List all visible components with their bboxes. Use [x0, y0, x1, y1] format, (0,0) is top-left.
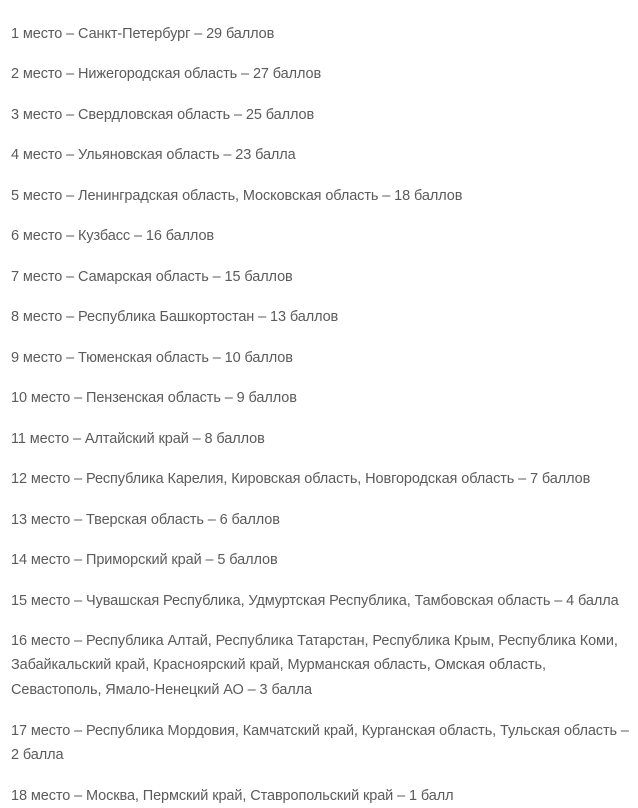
ranking-item-17: 17 место – Республика Мордовия, Камчатский край, Курганская область, Тульская область – 2 балла	[11, 719, 631, 768]
ranking-item-3: 3 место – Свердловская область – 25 баллов	[11, 103, 631, 128]
ranking-item-14: 14 место – Приморский край – 5 баллов	[11, 548, 631, 573]
ranking-item-11: 11 место – Алтайский край – 8 баллов	[11, 427, 631, 452]
ranking-item-6: 6 место – Кузбасс – 16 баллов	[11, 224, 631, 249]
ranking-item-5: 5 место – Ленинградская область, Московская область – 18 баллов	[11, 184, 631, 209]
ranking-item-12: 12 место – Республика Карелия, Кировская область, Новгородская область – 7 баллов	[11, 467, 631, 492]
ranking-item-9: 9 место – Тюменская область – 10 баллов	[11, 346, 631, 371]
ranking-item-7: 7 место – Самарская область – 15 баллов	[11, 265, 631, 290]
ranking-item-13: 13 место – Тверская область – 6 баллов	[11, 508, 631, 533]
ranking-item-10: 10 место – Пензенская область – 9 баллов	[11, 386, 631, 411]
ranking-item-4: 4 место – Ульяновская область – 23 балла	[11, 143, 631, 168]
ranking-item-1: 1 место – Санкт-Петербург – 29 баллов	[11, 22, 631, 47]
ranking-item-18: 18 место – Москва, Пермский край, Ставропольский край – 1 балл	[11, 784, 631, 808]
ranking-item-2: 2 место – Нижегородская область – 27 баллов	[11, 62, 631, 87]
ranking-item-15: 15 место – Чувашская Республика, Удмуртская Республика, Тамбовская область – 4 балла	[11, 589, 631, 614]
ranking-item-8: 8 место – Республика Башкортостан – 13 баллов	[11, 305, 631, 330]
ranking-item-16: 16 место – Республика Алтай, Республика Татарстан, Республика Крым, Республика Коми, Забайкальский край, Красноярский край, Мурманская область, Омская область, Севастополь, Ямало-Ненецкий АО – 3 балла	[11, 629, 631, 703]
